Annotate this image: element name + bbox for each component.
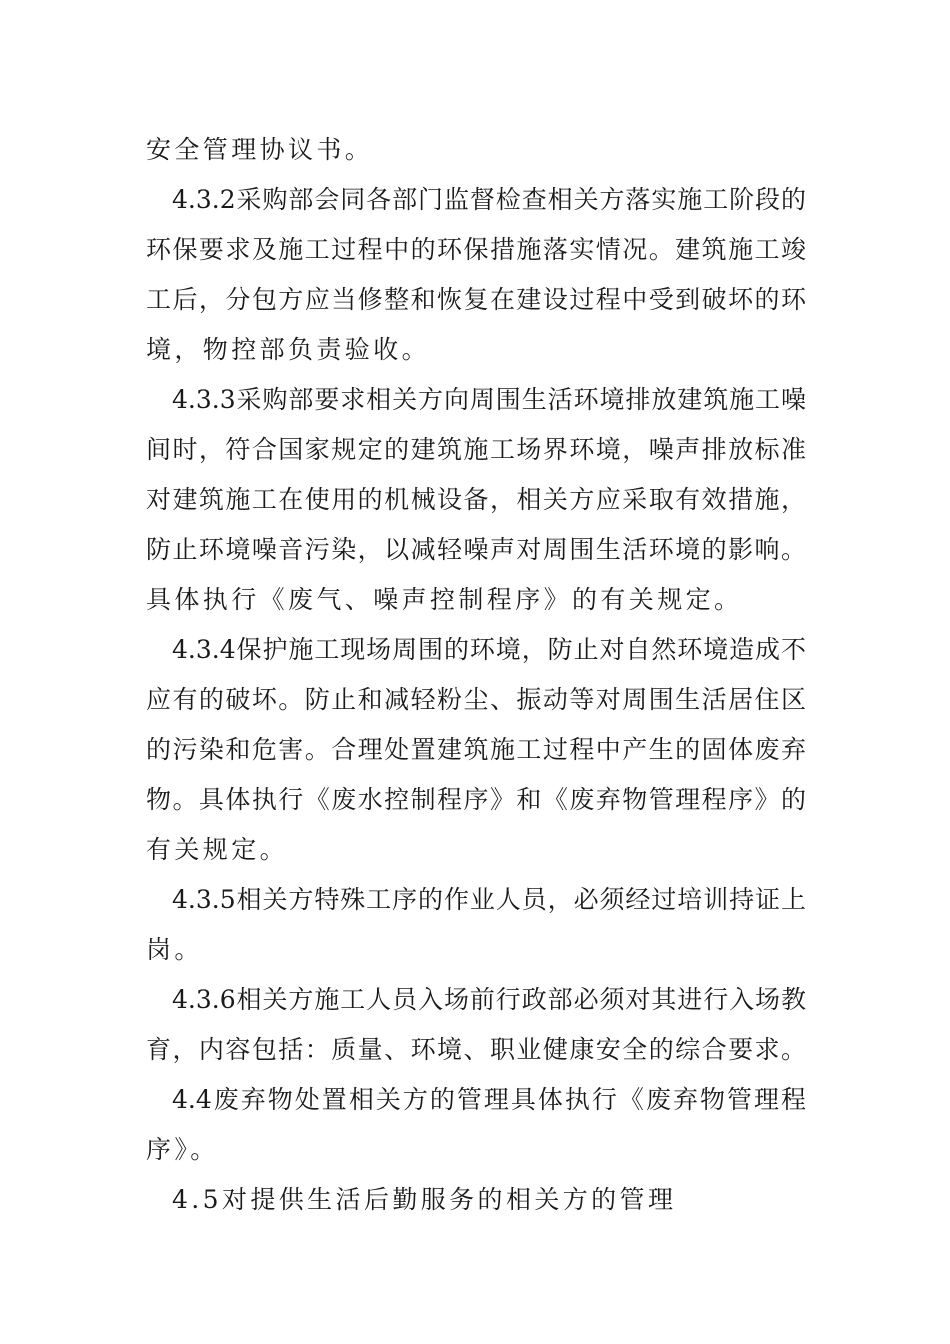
text-line: 安全管理协议书。 [146, 135, 374, 164]
text-line: 间时，符合国家规定的建筑施工场界环境，噪声排放标准 [146, 435, 806, 464]
text-line: 4.3.3采购部要求相关方向周围生活环境排放建筑施工噪 [172, 385, 806, 414]
text-line: 的污染和危害。合理处置建筑施工过程中产生的固体废弃 [146, 735, 806, 764]
text-line: 岗。 [146, 935, 203, 964]
text-line: 有关规定。 [146, 835, 289, 864]
text-line: 4.4废弃物处置相关方的管理具体执行《废弃物管理程 [172, 1085, 806, 1114]
text-line: 序》。 [146, 1135, 219, 1164]
text-line: 4.3.2采购部会同各部门监督检查相关方落实施工阶段的 [172, 185, 806, 214]
text-line: 物。具体执行《废水控制程序》和《废弃物管理程序》的 [146, 785, 806, 814]
text-line: 防止环境噪音污染，以减轻噪声对周围生活环境的影响。 [146, 535, 806, 564]
text-line: 应有的破坏。防止和减轻粉尘、振动等对周围生活居住区 [146, 685, 806, 714]
text-line: 环保要求及施工过程中的环保措施落实情况。建筑施工竣 [146, 235, 806, 264]
text-line: 4.3.5相关方特殊工序的作业人员，必须经过培训持证上 [172, 885, 806, 914]
text-line: 4.3.4保护施工现场周围的环境，防止对自然环境造成不 [172, 635, 806, 664]
text-line: 4.5对提供生活后勤服务的相关方的管理 [172, 1185, 677, 1214]
text-line: 育，内容包括：质量、环境、职业健康安全的综合要求。 [146, 1035, 806, 1064]
text-line: 4.3.6相关方施工人员入场前行政部必须对其进行入场教 [172, 985, 806, 1014]
text-line: 对建筑施工在使用的机械设备，相关方应采取有效措施， [146, 485, 806, 514]
text-line: 工后，分包方应当修整和恢复在建设过程中受到破坏的环 [146, 285, 806, 314]
text-line: 具体执行《废气、噪声控制程序》的有关规定。 [146, 585, 743, 614]
text-line: 境，物控部负责验收。 [146, 335, 431, 364]
